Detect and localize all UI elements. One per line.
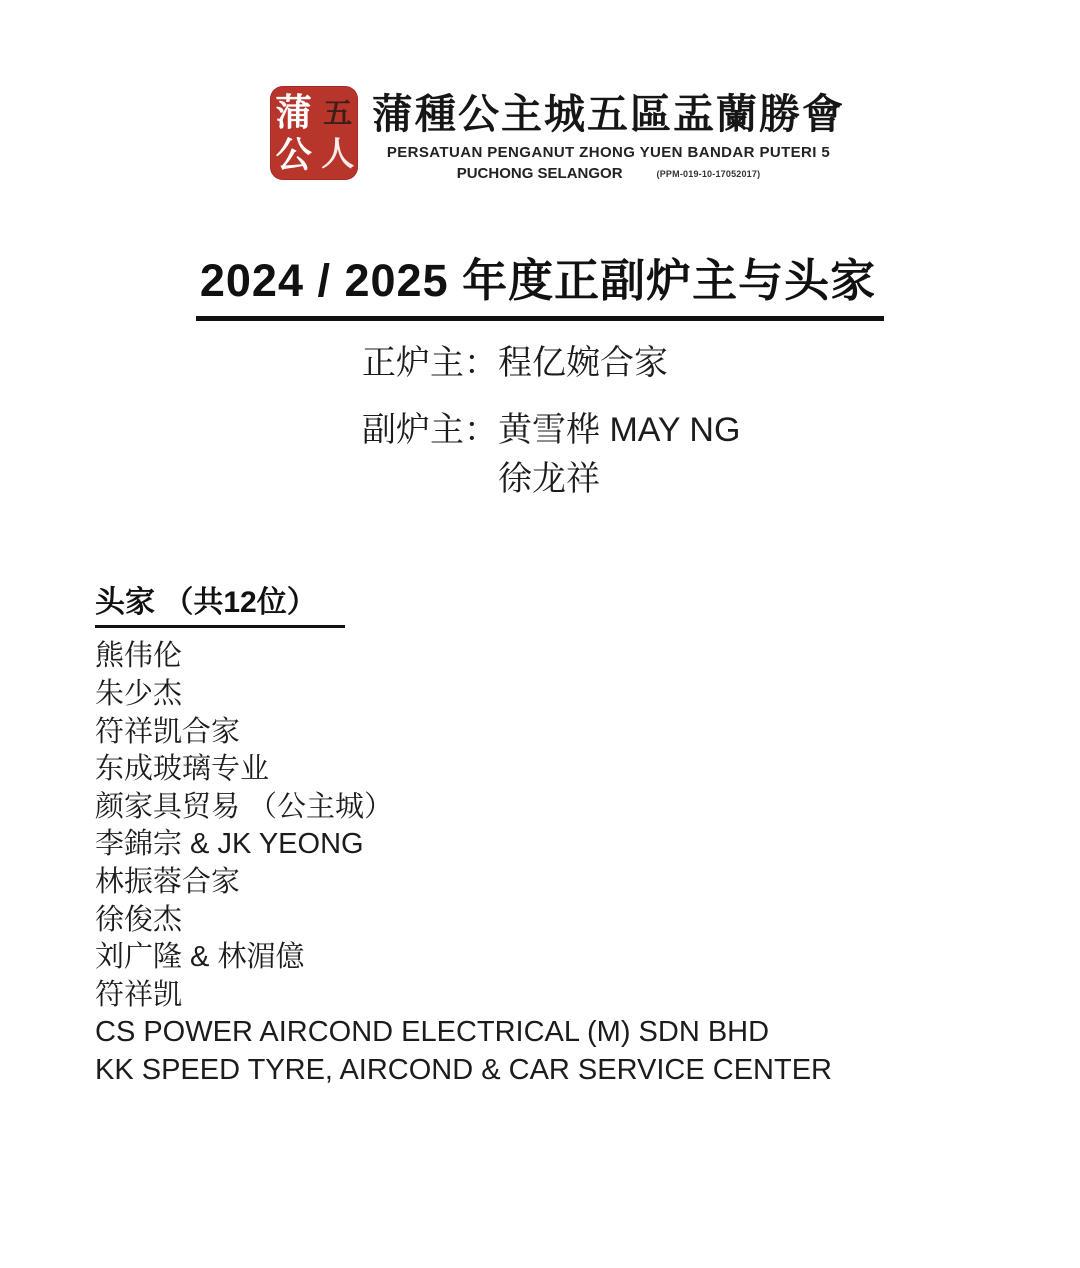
list-item: 徐俊杰 — [95, 903, 183, 936]
list-item: 朱少杰 — [95, 678, 183, 711]
toujia-section — [95, 577, 1080, 1089]
main-urn-master-label: 正炉主： — [362, 344, 498, 383]
deputy-urn-master-name-1: 黄雪桦 MAY NG — [498, 410, 741, 449]
list-item: 李錦宗 & JK YEONG — [95, 828, 364, 861]
org-name-block — [372, 86, 845, 182]
org-seal-logo — [270, 86, 358, 180]
toujia-heading: 头家 （共12位） — [95, 577, 345, 628]
seal-char-pu: 蒲 — [275, 92, 313, 133]
deputy-urn-master-names — [498, 410, 740, 500]
seal-char-gong: 公 — [275, 133, 312, 175]
toujia-member-list — [95, 638, 1080, 1089]
seal-char-wu: 五 — [323, 98, 353, 130]
deputy-urn-master-name-2: 徐龙祥 — [498, 459, 600, 498]
title-row — [0, 244, 1080, 321]
org-location: PUCHONG SELANGOR — [456, 165, 623, 183]
seal-char-ren: 人 — [321, 135, 355, 172]
main-urn-master-name: 程亿婉合家 — [498, 344, 668, 383]
org-name-malay: PERSATUAN PENGANUT ZHONG YUEN BANDAR PUTERI 5 — [386, 144, 831, 162]
page-title: 2024 / 2025 年度正副炉主与头家 — [196, 244, 884, 321]
org-location-line — [372, 165, 845, 182]
letterhead — [270, 86, 1080, 182]
list-item: 东成玻璃专业 — [95, 753, 270, 786]
list-item: 颜家具贸易 （公主城） — [95, 790, 394, 823]
list-item: 符祥凯合家 — [95, 715, 241, 748]
list-item: 刘广隆 & 林湄億 — [95, 941, 305, 974]
main-urn-master-row — [362, 343, 1080, 384]
list-item: 熊伟伦 — [95, 640, 183, 673]
deputy-urn-master-label: 副炉主： — [362, 410, 498, 449]
org-name-chinese: 蒲種公主城五區盂蘭勝會 — [372, 91, 845, 137]
deputy-urn-master-row — [362, 410, 1080, 500]
roles-section — [362, 343, 1080, 499]
list-item: 符祥凯 — [95, 978, 183, 1011]
list-item: KK SPEED TYRE, AIRCOND & CAR SERVICE CENTER — [95, 1054, 832, 1087]
list-item: 林振蓉合家 — [95, 866, 241, 899]
org-registration-number: (PPM-019-10-17052017) — [656, 168, 761, 179]
list-item: CS POWER AIRCOND ELECTRICAL (M) SDN BHD — [95, 1016, 770, 1049]
